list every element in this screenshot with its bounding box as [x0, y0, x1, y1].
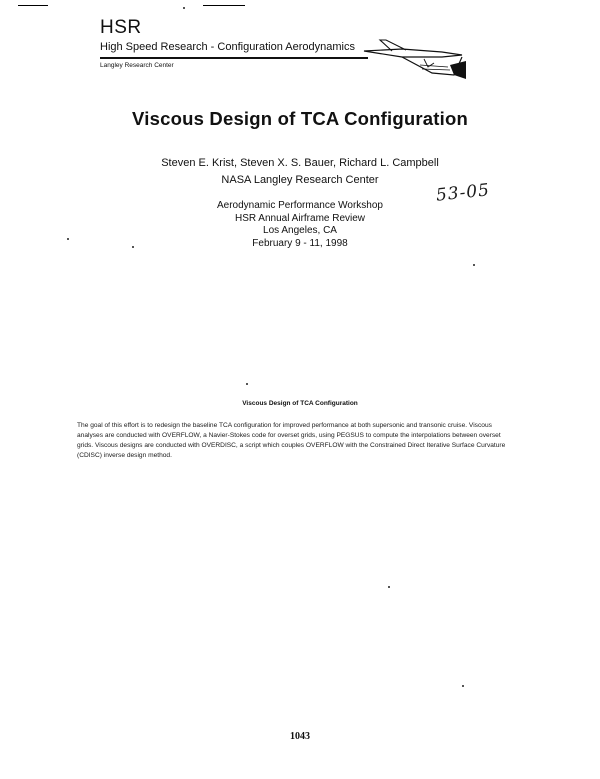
author-list: Steven E. Krist, Steven X. S. Bauer, Richard L. Campbell: [161, 157, 439, 169]
research-center: Langley Research Center: [100, 62, 174, 69]
abstract-title: Viscous Design of TCA Configuration: [242, 400, 358, 407]
report-header: [100, 17, 480, 85]
scan-speck: [388, 586, 390, 588]
scan-speck: [473, 264, 475, 266]
review-name: HSR Annual Airframe Review: [234, 212, 366, 224]
abstract-body: The goal of this effort is to redesign the baseline TCA configuration for improved performance at both supersonic and transonic cruise. Viscous analyses are conducted with OVERFLOW, a Navier-Stokes code for overset grids, using PEGSUS to compute the interpolations between overset grids. Viscous designs are conducted with OVERDISC, a script which couples OVERFLOW with the Constrained Direct Iterative Surface Curvature (CDISC) inverse design method.: [77, 422, 506, 459]
aircraft-icon: [362, 39, 472, 83]
header-rule: [100, 57, 368, 59]
scan-speck: [183, 7, 185, 9]
page-number: 1043: [290, 731, 310, 742]
venue-block: [0, 200, 600, 250]
workshop-name: Aerodynamic Performance Workshop: [217, 200, 383, 211]
scan-speck: [67, 238, 69, 240]
venue-dates: February 9 - 11, 1998: [252, 237, 348, 249]
document-title: Viscous Design of TCA Configuration: [132, 108, 468, 129]
handwritten-annotation: 53-05: [435, 180, 491, 206]
scan-speck: [246, 383, 248, 385]
scan-speck: [132, 246, 134, 248]
program-name: HSR: [100, 17, 142, 38]
scan-artifact-line: [18, 5, 48, 6]
scan-artifact-line: [203, 5, 245, 6]
venue-location: Los Angeles, CA: [263, 225, 337, 236]
author-organization: NASA Langley Research Center: [221, 174, 379, 186]
program-subtitle: High Speed Research - Configuration Aerodynamics: [100, 41, 355, 53]
scan-speck: [462, 685, 464, 687]
